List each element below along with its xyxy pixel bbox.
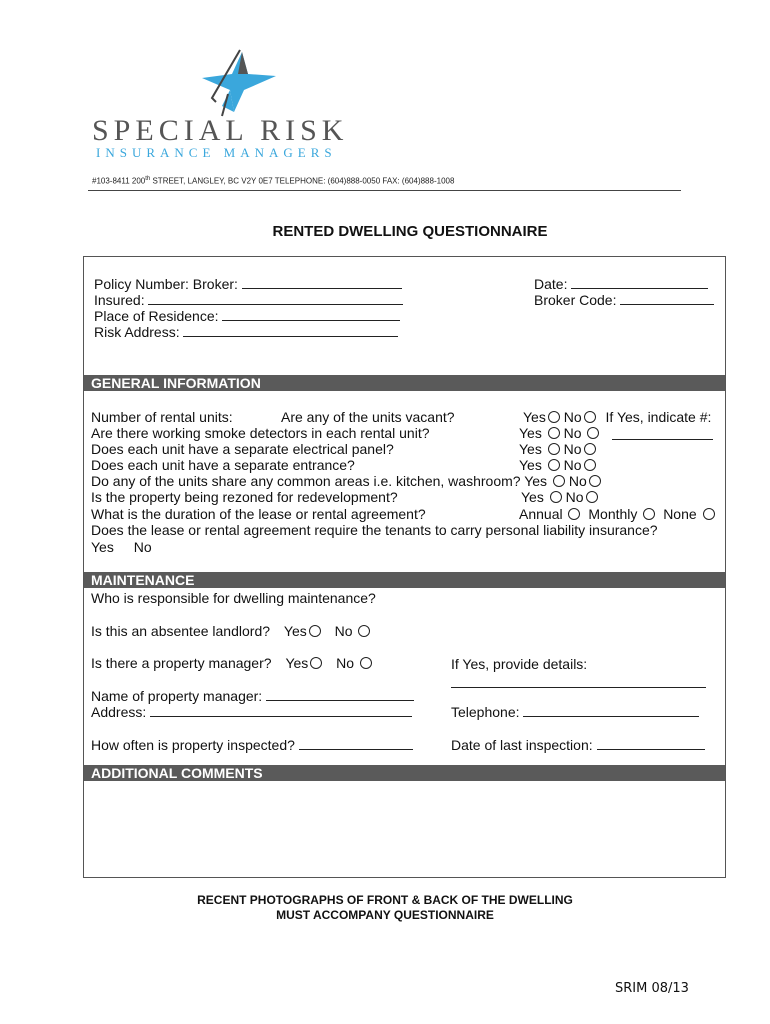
manager-address-line[interactable] [150,705,412,717]
risk-address-label: Risk Address: [94,324,180,340]
common-yes-label: Yes [524,473,548,489]
header-divider [88,190,681,191]
lease-duration-question: What is the duration of the lease or rental agreement? [91,506,426,522]
telephone-field[interactable] [451,704,699,720]
inspection-frequency-field[interactable] [91,737,413,753]
liability-options [91,539,152,555]
lease-duration-options [519,506,715,522]
photo-notice-line2: MUST ACCOMPANY QUESTIONNAIRE [276,908,494,922]
manager-no-label: No [336,655,355,671]
rezoned-yes-radio[interactable] [550,491,562,503]
rezoned-yes-label: Yes [521,489,544,505]
entrance-no-label: No [563,457,582,473]
separate-entrance-options [519,457,596,473]
general-information-heading: GENERAL INFORMATION [84,375,725,391]
company-logo [90,48,350,163]
separate-entrance-question: Does each unit have a separate entrance? [91,457,355,473]
monthly-radio[interactable] [643,508,655,520]
units-vacant-yes-label: Yes [523,409,546,425]
units-vacant-no-label: No [563,409,582,425]
manager-name-label: Name of property manager: [91,688,263,704]
rezoned-options [521,489,598,505]
date-line[interactable] [571,277,708,289]
absentee-no-radio[interactable] [358,625,370,637]
common-areas-row [91,473,601,489]
liability-yes-label[interactable]: Yes [91,539,114,555]
last-inspection-field[interactable] [451,737,705,753]
logo-line1: SPECIAL RISK [92,114,349,147]
star-logo-icon [182,48,282,118]
electrical-yes-radio[interactable] [548,443,560,455]
annual-radio[interactable] [568,508,580,520]
place-of-residence-label: Place of Residence: [94,308,219,324]
date-field[interactable] [534,276,708,292]
manager-no-radio[interactable] [360,657,372,669]
absentee-yes-radio[interactable] [309,625,321,637]
common-areas-question: Do any of the units share any common areas i.e. kitchen, washroom? [91,473,521,489]
form-code: SRIM 08/13 [615,981,689,996]
insured-line[interactable] [148,293,403,305]
manager-yes-radio[interactable] [310,657,322,669]
property-manager-question: Is there a property manager? [91,655,272,671]
property-manager-row [91,655,372,671]
address-pre: #103-8411 200 [92,176,146,186]
absentee-yes-label: Yes [283,623,307,639]
liability-question: Does the lease or rental agreement require the tenants to carry personal liability insurance? [91,522,658,538]
units-vacant-yes-radio[interactable] [548,411,560,423]
last-inspection-label: Date of last inspection: [451,737,593,753]
rental-units-question: Number of rental units: [91,409,233,425]
place-of-residence-field[interactable] [94,308,400,324]
company-address [92,176,454,186]
absentee-question: Is this an absentee landlord? [91,623,271,639]
manager-address-label: Address: [91,704,147,720]
electrical-panel-options [519,441,596,457]
provide-details-label: If Yes, provide details: [451,656,588,672]
risk-address-field[interactable] [94,324,398,340]
smoke-no-radio[interactable] [587,427,599,439]
rezoned-no-radio[interactable] [586,491,598,503]
telephone-line[interactable] [523,705,699,717]
entrance-yes-radio[interactable] [548,459,560,471]
smoke-yes-radio[interactable] [548,427,560,439]
rezoned-question: Is the property being rezoned for redevelopment? [91,489,398,505]
absentee-no-label: No [334,623,353,639]
common-no-label: No [568,473,587,489]
smoke-detectors-question: Are there working smoke detectors in each rental unit? [91,425,430,441]
broker-code-line[interactable] [620,293,714,305]
comments-area[interactable] [84,782,725,877]
policy-broker-label: Policy Number: Broker: [94,276,238,292]
details-line[interactable] [451,676,706,688]
indicate-number-line[interactable] [612,428,713,440]
units-vacant-options [523,409,711,425]
broker-code-field[interactable] [534,292,714,308]
logo-line2: INSURANCE MANAGERS [96,145,337,160]
policy-broker-line[interactable] [242,277,402,289]
monthly-label: Monthly [588,506,638,522]
date-label: Date: [534,276,568,292]
inspection-frequency-label: How often is property inspected? [91,737,295,753]
none-radio[interactable] [703,508,715,520]
form-title: RENTED DWELLING QUESTIONNAIRE [272,223,548,240]
broker-code-label: Broker Code: [534,292,617,308]
indicate-number-label: If Yes, indicate #: [605,409,712,425]
smoke-yes-label: Yes [519,425,542,441]
rezoned-no-label: No [565,489,584,505]
manager-yes-label: Yes [285,655,309,671]
none-label: None [663,506,697,522]
manager-name-line[interactable] [266,689,414,701]
manager-name-field[interactable] [91,688,414,704]
additional-comments-heading: ADDITIONAL COMMENTS [84,765,725,781]
maintenance-responsible-question: Who is responsible for dwelling maintenance? [91,590,376,606]
electrical-no-radio[interactable] [584,443,596,455]
annual-label: Annual [519,506,563,522]
units-vacant-no-radio[interactable] [584,411,596,423]
smoke-no-label: No [563,425,582,441]
policy-broker-field[interactable] [94,276,402,292]
common-yes-radio[interactable] [553,475,565,487]
electrical-panel-question: Does each unit have a separate electrical panel? [91,441,394,457]
electrical-no-label: No [563,441,582,457]
absentee-landlord-row [91,623,370,639]
manager-address-field[interactable] [91,704,412,720]
electrical-yes-label: Yes [519,441,542,457]
photo-notice-line1: RECENT PHOTOGRAPHS OF FRONT & BACK OF THE DWELLING [197,893,573,907]
maintenance-heading: MAINTENANCE [84,572,725,588]
inspection-frequency-line[interactable] [299,738,413,750]
place-of-residence-line[interactable] [222,309,400,321]
entrance-yes-label: Yes [519,457,542,473]
common-no-radio[interactable] [589,475,601,487]
risk-address-line[interactable] [183,325,398,337]
address-sup: th [145,176,151,182]
liability-no-label[interactable]: No [133,539,152,555]
smoke-detectors-options [519,425,599,441]
entrance-no-radio[interactable] [584,459,596,471]
insured-label: Insured: [94,292,145,308]
insured-field[interactable] [94,292,403,308]
units-vacant-question: Are any of the units vacant? [281,409,455,425]
last-inspection-line[interactable] [597,738,705,750]
address-post: STREET, LANGLEY, BC V2Y 0E7 TELEPHONE: (604)888-0050 FAX: (604)888-1008 [150,176,455,186]
telephone-label: Telephone: [451,704,520,720]
